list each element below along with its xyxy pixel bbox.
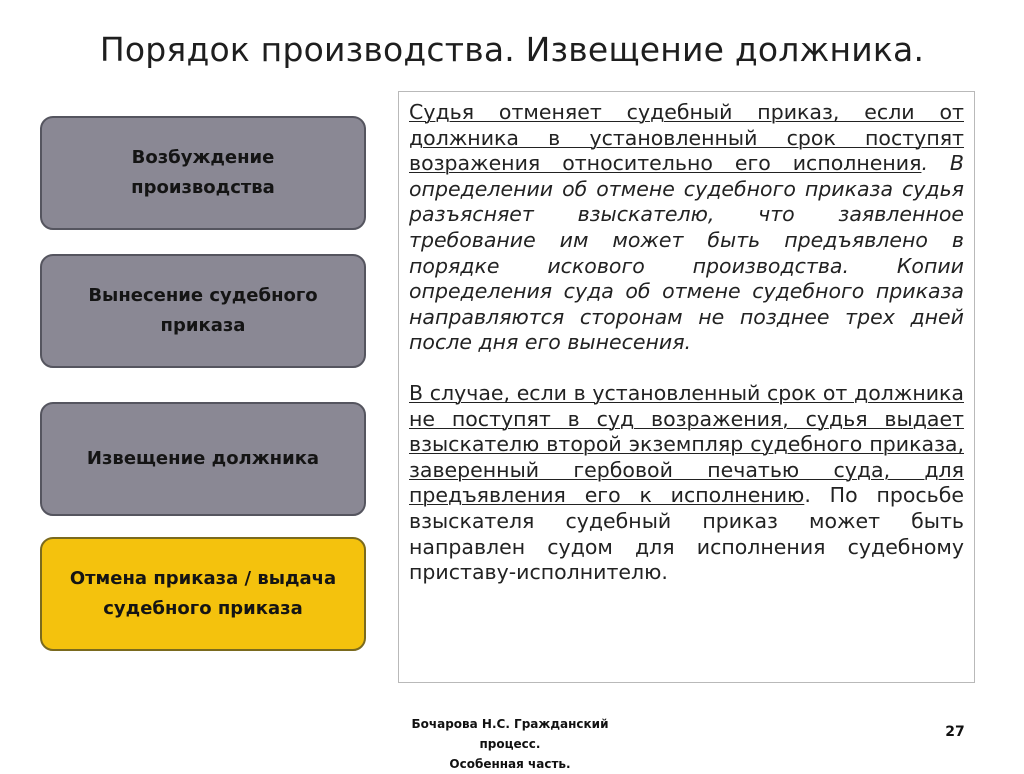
paragraph-rest: . По просьбе взыскателя судебный приказ может быть направлен судом для исполнения судебному приставу-исполнителю. (409, 483, 965, 585)
step-box-initiation (40, 116, 366, 230)
step-label: Возбуждение производства (131, 147, 275, 198)
footer-line: Бочарова Н.С. Гражданский процесс. (411, 717, 609, 751)
step-box-debtor-notice (40, 402, 366, 516)
page-number: 27 (945, 724, 965, 740)
step-box-cancellation-active (40, 537, 366, 651)
paragraph-lead-underlined: В случае, если в установленный срок от должника не поступят в суд возражения, судья выдает взыскателю второй экземпляр судебного приказа, заверенный гербовой печатью суда, для предъявления его к исполнению (409, 380, 964, 508)
footer-line: Особенная часть. (449, 757, 571, 771)
footer-citation (380, 714, 640, 774)
step-label: Вынесение судебного приказа (88, 285, 318, 336)
step-label: Извещение должника (86, 448, 320, 469)
text-panel (398, 91, 975, 683)
slide-title: Порядок производства. Извещение должника. (99, 30, 925, 69)
paragraph-lead-underlined: Судья отменяет судебный приказ, если от должника в установленный срок поступят возражения относительно его исполнения (409, 100, 964, 176)
step-label: Отмена приказа / выдача судебного приказа (69, 568, 337, 619)
paragraph-rest-italic: . В определении об отмене судебного приказа судья разъясняет взыскателю, что заявленное требование им может быть предъявлено в порядке искового производства. Копии определения суда об отмене судебного приказа направляются сторонам не позднее трех дней после дня его вынесения. (409, 151, 964, 355)
paragraph-issuance (409, 381, 964, 586)
step-box-order-issuance (40, 254, 366, 368)
paragraph-cancellation (409, 100, 964, 356)
